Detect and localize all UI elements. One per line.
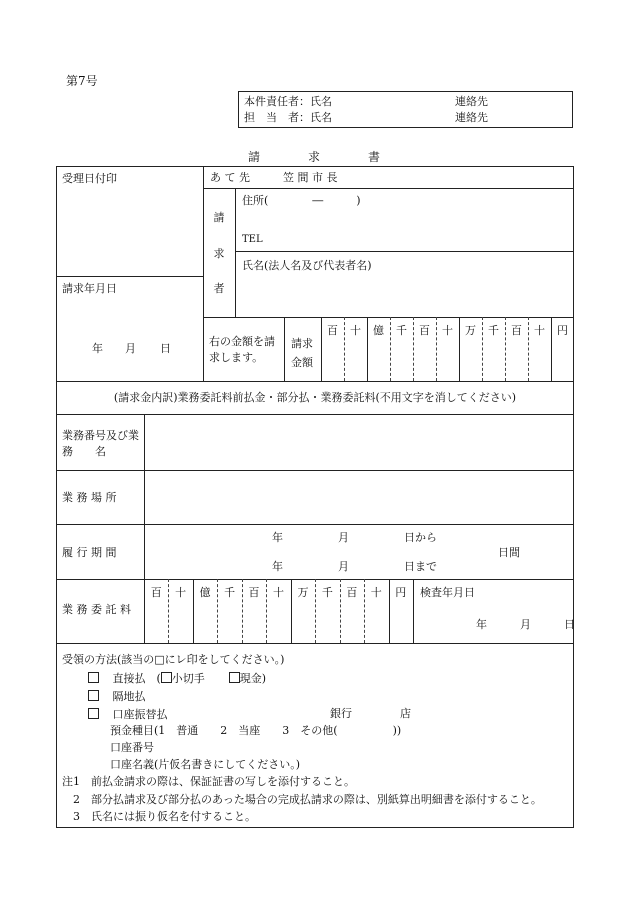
deposit-type: 預金種目(1 普通 2 当座 3 その他( )) xyxy=(110,724,402,737)
note-2: 2 部分払請求及び部分払のあった場合の完成払請求の際は、別紙算出明細書を添付すること。 xyxy=(62,793,542,806)
fee-digit-5: 十 xyxy=(272,586,284,599)
transfer-checkbox[interactable] xyxy=(88,708,99,719)
fee-digit-1: 十 xyxy=(175,586,187,599)
amount-digit-6: 万 xyxy=(465,324,476,337)
note-1: 注1 前払金請求の際は、保証証書の写しを添付すること。 xyxy=(62,775,355,788)
task-number-label: 業務番号及び業 務 名 xyxy=(62,429,161,458)
bank-label: 銀行 xyxy=(330,707,352,720)
period-days: 日間 xyxy=(498,546,520,559)
period-to: 年 月 日まで xyxy=(272,560,437,573)
requester-label-2: 求 xyxy=(213,247,225,260)
amount-digit-divider xyxy=(551,317,552,381)
task-location-label: 業 務 場 所 xyxy=(62,491,117,504)
fee-digit-10: 円 xyxy=(395,586,407,599)
fee-digit-divider xyxy=(364,579,365,643)
amount-digit-divider xyxy=(413,317,414,381)
cash-checkbox[interactable] xyxy=(229,672,240,683)
fee-digit-divider xyxy=(242,579,243,643)
address-field[interactable]: 住所( ― ) xyxy=(242,194,361,207)
requester-label-1: 請 xyxy=(213,211,225,224)
amount-statement: 右の金額を請求します。 xyxy=(209,335,275,364)
amount-digit-7: 千 xyxy=(488,324,499,337)
responsible-role-1: 本件責任者：氏名 xyxy=(244,95,332,108)
amount-digit-8: 百 xyxy=(511,324,522,337)
amount-digit-divider xyxy=(390,317,391,381)
amount-digit-divider xyxy=(482,317,483,381)
breakdown-title: (請求金内訳)業務委託料前払金・部分払・業務委託料(不用文字を消してください) xyxy=(113,391,517,404)
fee-digit-6: 万 xyxy=(297,586,309,599)
date-day: 日 xyxy=(160,342,171,355)
responsible-contact-2: 連絡先 xyxy=(455,111,488,124)
note-3: 3 氏名には振り仮名を付すること。 xyxy=(62,810,256,823)
fee-digit-divider xyxy=(168,579,169,643)
amount-digit-4: 百 xyxy=(419,324,430,337)
remote-checkbox[interactable] xyxy=(88,690,99,701)
receipt-direct-option[interactable]: 直接払 ( 小切手 現金) xyxy=(88,672,266,684)
amount-label: 請求金額 xyxy=(291,337,313,369)
document-title: 請 求 書 xyxy=(248,150,381,164)
responsible-role-2: 担 当 者：氏名 xyxy=(244,111,332,124)
direct-checkbox[interactable] xyxy=(88,672,99,683)
amount-digit-5: 十 xyxy=(442,324,453,337)
check-checkbox[interactable] xyxy=(161,672,172,683)
amount-digit-2: 億 xyxy=(373,324,384,337)
fee-digit-divider xyxy=(193,579,194,643)
period-from: 年 月 日から xyxy=(272,531,437,544)
fee-digit-9: 十 xyxy=(370,586,382,599)
date-year: 年 xyxy=(92,342,103,355)
receipt-remote-option[interactable]: 隔地払 xyxy=(88,690,146,702)
amount-digit-divider xyxy=(436,317,437,381)
fee-digit-divider xyxy=(315,579,316,643)
period-label: 履 行 期 間 xyxy=(62,546,117,559)
fee-digit-8: 百 xyxy=(346,586,358,599)
receipt-transfer-option[interactable]: 口座振替払 xyxy=(88,708,168,720)
fee-digit-7: 千 xyxy=(321,586,333,599)
fee-label: 業 務 委 託 料 xyxy=(62,603,131,616)
amount-digit-0: 百 xyxy=(327,324,338,337)
fee-digit-0: 百 xyxy=(150,586,162,599)
amount-digit-9: 十 xyxy=(534,324,545,337)
amount-digit-10: 円 xyxy=(557,324,568,337)
fee-digit-divider xyxy=(266,579,267,643)
form-number: 第7号 xyxy=(66,74,98,88)
fee-digit-4: 百 xyxy=(248,586,260,599)
amount-digit-divider xyxy=(367,317,368,381)
request-date-label: 請求年月日 xyxy=(62,282,117,295)
fee-digit-2: 億 xyxy=(199,586,211,599)
receipt-heading: 受領の方法(該当の□にレ印をしてください。) xyxy=(62,653,285,666)
account-name-label: 口座名義(片仮名書きにしてください。) xyxy=(110,758,301,771)
amount-digit-divider xyxy=(528,317,529,381)
received-stamp-label: 受理日付印 xyxy=(62,172,117,185)
requester-label-3: 者 xyxy=(213,282,225,295)
fee-digit-divider xyxy=(291,579,292,643)
inspection-label: 検査年月日 xyxy=(420,586,475,599)
fee-digit-divider xyxy=(217,579,218,643)
date-month: 月 xyxy=(125,342,136,355)
addressee: あ て 先 笠 間 市 長 xyxy=(210,171,338,184)
branch-label: 店 xyxy=(400,707,411,720)
responsible-contact-1: 連絡先 xyxy=(455,95,488,108)
fee-digit-3: 千 xyxy=(224,586,236,599)
amount-digit-divider xyxy=(344,317,345,381)
inspection-date: 年 月 日 xyxy=(476,618,575,631)
tel-field[interactable]: TEL xyxy=(242,234,263,245)
amount-digit-divider xyxy=(459,317,460,381)
name-field[interactable]: 氏名(法人名及び代表者名) xyxy=(242,259,372,272)
amount-digit-1: 十 xyxy=(350,324,361,337)
amount-digit-divider xyxy=(505,317,506,381)
fee-digit-divider xyxy=(389,579,390,643)
fee-digit-divider xyxy=(340,579,341,643)
account-number-label: 口座番号 xyxy=(110,741,154,754)
amount-digit-3: 千 xyxy=(396,324,407,337)
